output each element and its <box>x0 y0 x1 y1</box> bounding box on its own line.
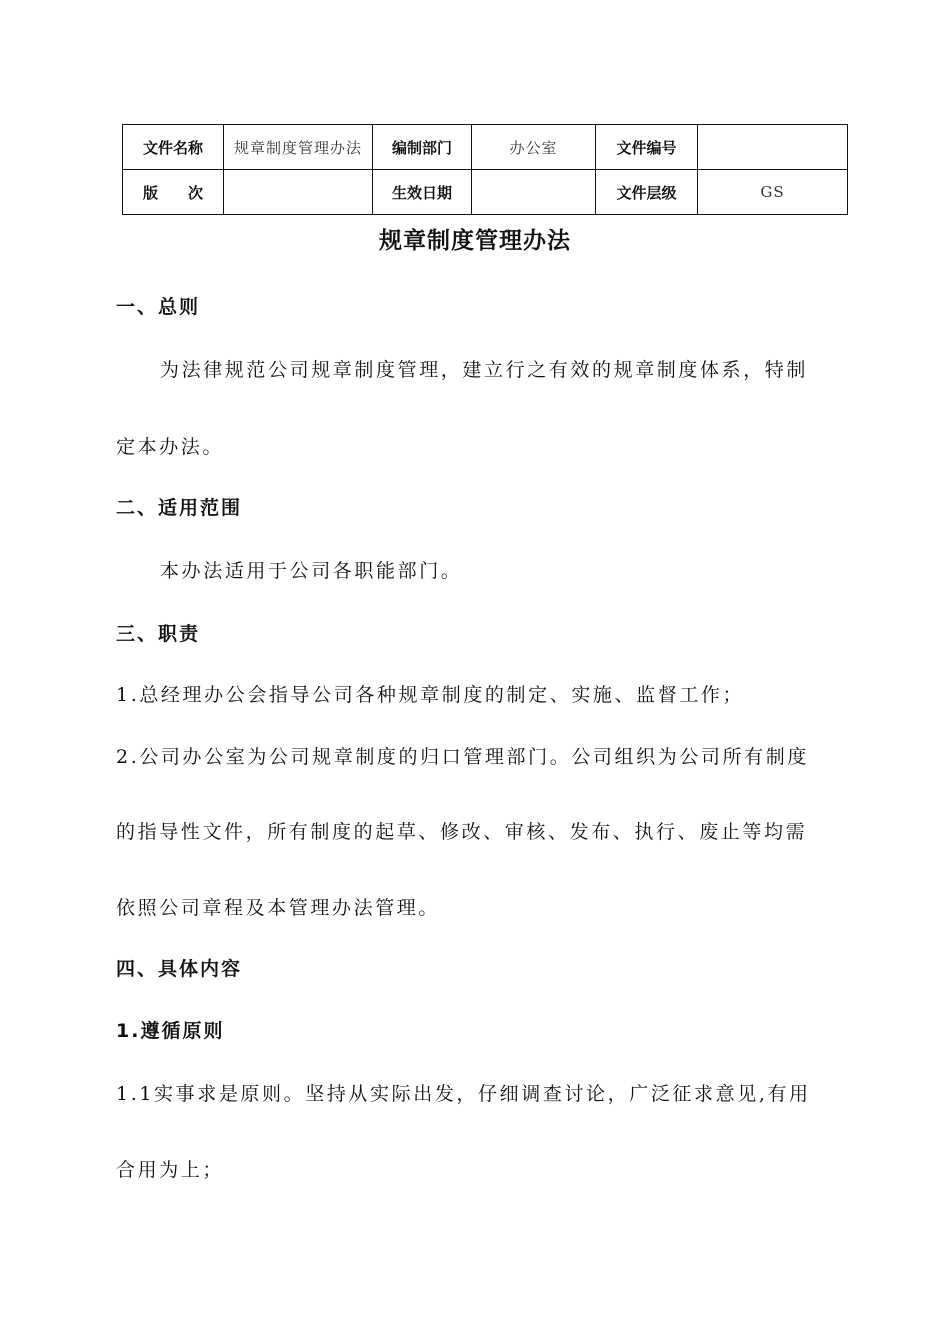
file-no-value <box>698 125 848 170</box>
file-level-label: 文件层级 <box>596 170 698 215</box>
dept-label: 编制部门 <box>373 125 472 170</box>
section-3-item-2-line-3: 依照公司章程及本管理办法管理。 <box>116 897 441 919</box>
header-row-1 <box>123 125 848 170</box>
section-2-paragraph: 本办法适用于公司各职能部门。 <box>160 560 463 582</box>
version-label: 版 次 <box>123 170 224 215</box>
document-header-table <box>122 124 848 215</box>
file-no-label: 文件编号 <box>596 125 698 170</box>
header-row-2 <box>123 170 848 215</box>
section-2-heading: 二、适用范围 <box>116 497 243 519</box>
file-name-value: 规章制度管理办法 <box>224 125 373 170</box>
section-3-item-2-line-1: 2.公司办公室为公司规章制度的归口管理部门。公司组织为公司所有制度 <box>116 746 809 768</box>
section-1-heading: 一、总则 <box>116 296 201 318</box>
section-4-item-1-1-line-2: 合用为上； <box>116 1159 225 1181</box>
section-3-heading: 三、职责 <box>116 623 201 645</box>
effective-date-value <box>472 170 596 215</box>
section-4-heading: 四、具体内容 <box>116 958 243 980</box>
section-4-subheading-1: 1.遵循原则 <box>116 1020 225 1042</box>
section-3-item-2-line-2: 的指导性文件，所有制度的起草、修改、审核、发布、执行、废止等均需 <box>116 821 808 843</box>
section-1-paragraph-line-1: 为法律规范公司规章制度管理，建立行之有效的规章制度体系，特制 <box>160 359 809 381</box>
file-name-label: 文件名称 <box>123 125 224 170</box>
section-4-item-1-1-line-1: 1.1实事求是原则。坚持从实际出发，仔细调查讨论，广泛征求意见,有用 <box>116 1083 811 1105</box>
section-3-item-1: 1.总经理办公会指导公司各种规章制度的制定、实施、监督工作； <box>116 684 745 706</box>
section-1-paragraph-line-2: 定本办法。 <box>116 436 225 458</box>
effective-date-label: 生效日期 <box>373 170 472 215</box>
dept-value: 办公室 <box>472 125 596 170</box>
document-title: 规章制度管理办法 <box>379 228 571 254</box>
file-level-value: GS <box>698 170 848 215</box>
version-value <box>224 170 373 215</box>
